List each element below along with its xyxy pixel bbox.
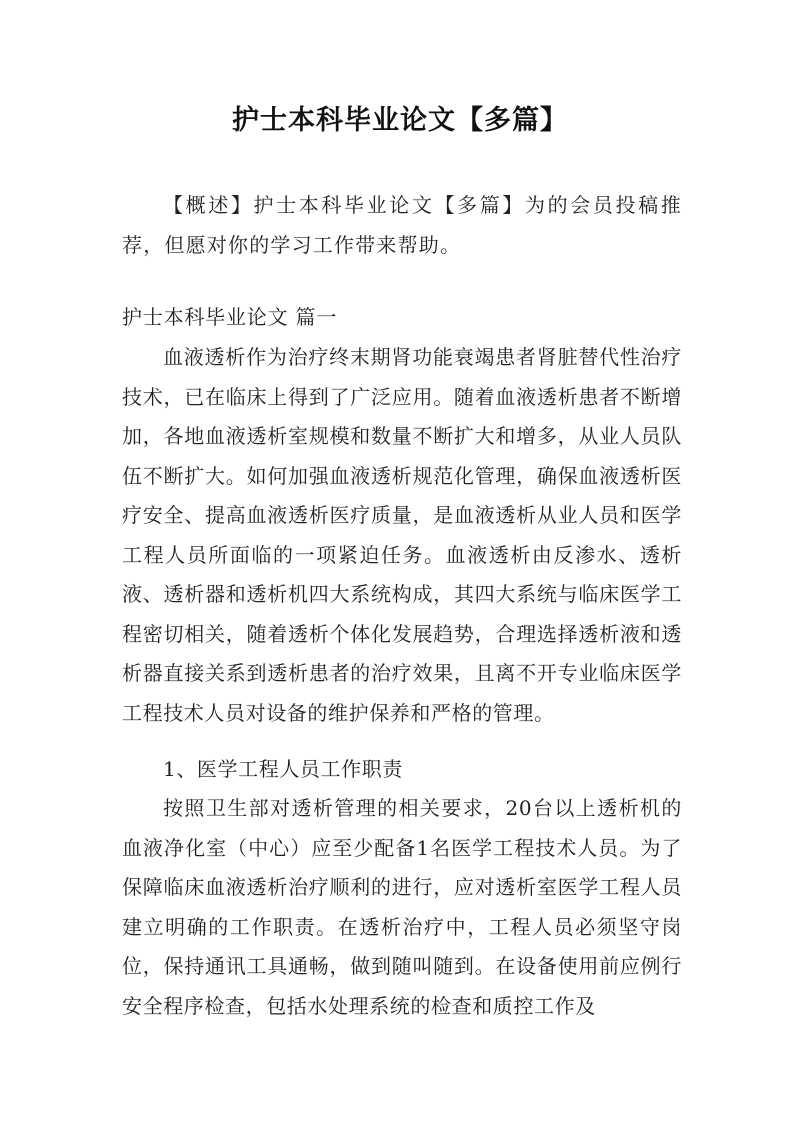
document-title: 护士本科毕业论文【多篇】	[232, 105, 568, 136]
body-paragraph-1: 血液透析作为治疗终末期肾功能衰竭患者肾脏替代性治疗技术，已在临床上得到了广泛应用。随着血液透析患者不断增加，各地血液透析室规模和数量不断扩大和增多，从业人员队伍不断扩大。如何加强血液透析规范化管理，确保血液透析医疗安全、提高血液透析医疗质量，是血液透析从业人员和医学工程人员所面临的一项紧迫任务。血液透析由反渗水、透析液、透析器和透析机四大系统构成，其四大系统与临床医学工程密切相关，随着透析个体化发展趋势，合理选择透析液和透析器直接关系到透析患者的治疗效果，且离不开专业临床医学工程技术人员对设备的维护保养和严格的管理。	[122, 345, 682, 725]
section-heading: 护士本科毕业论文 篇一	[122, 305, 338, 329]
subheading-duties: 1、医学工程人员工作职责	[163, 757, 403, 781]
summary-paragraph: 【概述】护士本科毕业论文【多篇】为的会员投稿推荐，但愿对你的学习工作带来帮助。	[122, 193, 682, 257]
body-paragraph-2: 按照卫生部对透析管理的相关要求，20台以上透析机的血液净化室（中心）应至少配备1名医学工程技术人员。为了保障临床血液透析治疗顺利的进行，应对透析室医学工程人员建立明确的工作职责。在透析治疗中，工程人员必须坚守岗位，保持通讯工具通畅，做到随叫随到。在设备使用前应例行安全程序检查，包括水处理系统的检查和质控工作及	[122, 796, 682, 1018]
